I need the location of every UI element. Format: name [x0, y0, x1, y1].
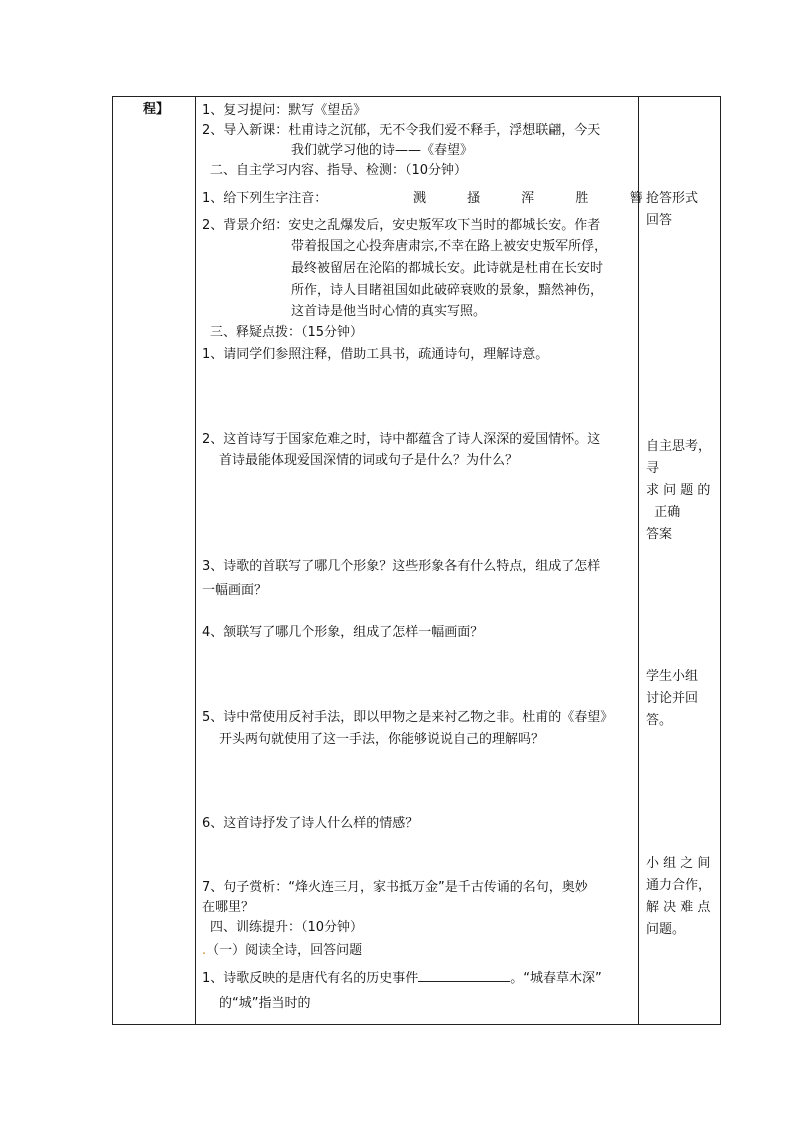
activity-note-2-line: 寻: [646, 461, 660, 476]
activity-note-4-line: 问题。: [646, 922, 686, 937]
question-7-line-1: 7、句子赏析：“烽火连三月，家书抵万金”是千古传诵的名句，奥妙: [202, 880, 588, 895]
background-line-2: 带着报国之心投奔唐肃宗,不幸在路上被安史叛军所俘，: [291, 239, 608, 254]
char-1: 溅: [413, 191, 427, 206]
char-3: 浑: [521, 191, 535, 206]
question-2-line-1: 2、这首诗写于国家危难之时，诗中都蕴含了诗人深深的爱国情怀。这: [202, 432, 601, 447]
activity-note-4-line: 小 组 之 间: [646, 856, 711, 871]
lesson-table: [112, 96, 721, 1025]
activity-note-1-line: 抢答形式: [646, 191, 699, 206]
activity-note-4-line: 通力合作，: [646, 878, 712, 893]
activity-note-4-line: 解 决 难 点: [646, 900, 711, 915]
activity-note-1: [646, 188, 698, 232]
activity-note-3-line: 学生小组: [646, 669, 699, 684]
question-3-line-1: 3、诗歌的首联写了哪几个形象？这些形象各有什么特点，组成了怎样: [202, 559, 601, 574]
exercise-1-text-2: 。“城春草木深”: [510, 971, 602, 986]
column-divider-1: [195, 97, 196, 1024]
pinyin-characters: [413, 190, 650, 208]
question-7-line-2: 在哪里？: [202, 900, 255, 915]
question-5-line-2: 开头两句就使用了这一手法，你能够说说自己的理解吗？: [219, 732, 545, 747]
activity-note-3-line: 讨论并回: [646, 691, 699, 706]
column-divider-2: [638, 97, 639, 1024]
activity-note-2-line: 求 问 题 的: [646, 483, 711, 498]
section-heading-2: 二、自主学习内容、指导、检测：（10分钟）: [210, 163, 468, 178]
section-heading-4: 四、训练提升：（10分钟）: [210, 920, 364, 935]
activity-note-2: [646, 436, 711, 546]
reading-task: [202, 942, 362, 960]
question-2-line-2: 首诗最能体现爱国深情的词或句子是什么？为什么？: [219, 453, 519, 468]
reading-task-label: （一）阅读全诗，回答问题: [206, 943, 363, 958]
activity-note-2-line: 自主思考，: [646, 439, 712, 454]
review-question: 1、复习提问：默写《望岳》: [202, 103, 367, 118]
activity-note-3-line: 答。: [646, 713, 673, 728]
pinyin-task: 1、给下列生字注音：: [202, 191, 328, 206]
question-4: 4、颔联写了哪几个形象，组成了怎样一幅画面？: [202, 625, 484, 640]
question-6: 6、这首诗抒发了诗人什么样的情感？: [202, 816, 419, 831]
exercise-1-line-2: 的“城”指当时的: [219, 996, 311, 1011]
activity-note-2-line: 正确: [646, 505, 681, 520]
background-line-1: 2、背景介绍：安史之乱爆发后，安史叛军攻下当时的都城长安。作者: [202, 218, 601, 233]
background-line-3: 最终被留居在沦陷的都城长安。此诗就是杜甫在长安时: [291, 261, 604, 276]
char-5: 簪: [629, 191, 643, 206]
intro-line-2: 我们就学习他的诗——《春望》: [291, 143, 474, 158]
answer-blank[interactable]: [418, 969, 510, 982]
char-4: 胜: [575, 191, 589, 206]
activity-note-2-line: 答案: [646, 527, 673, 542]
marker-dot: .: [202, 943, 207, 958]
background-line-5: 这首诗是他当时心情的真实写照。: [291, 304, 487, 319]
question-1: 1、请同学们参照注释，借助工具书，疏通诗句，理解诗意。: [202, 347, 549, 362]
char-2: 搔: [467, 191, 481, 206]
exercise-1-text: 1、诗歌反映的是唐代有名的历史事件: [202, 971, 419, 986]
question-5-line-1: 5、诗中常使用反衬手法，即以甲物之是来衬乙物之非。杜甫的《春望》: [202, 710, 614, 725]
question-3-line-2: 一幅画面？: [202, 583, 268, 598]
section-label: 程】: [143, 102, 170, 117]
exercise-1-line-1: [202, 969, 602, 988]
background-line-4: 所作，诗人目睹祖国如此破碎衰败的景象，黯然神伤，: [291, 283, 604, 298]
intro-line-1: 2、导入新课：杜甫诗之沉郁，无不令我们爱不释手，浮想联翩，今天: [202, 123, 601, 138]
activity-note-4: [646, 853, 711, 941]
activity-note-1-line: 回答: [646, 213, 673, 228]
section-heading-3: 三、释疑点拨：（15分钟）: [210, 325, 364, 340]
activity-note-3: [646, 666, 698, 732]
